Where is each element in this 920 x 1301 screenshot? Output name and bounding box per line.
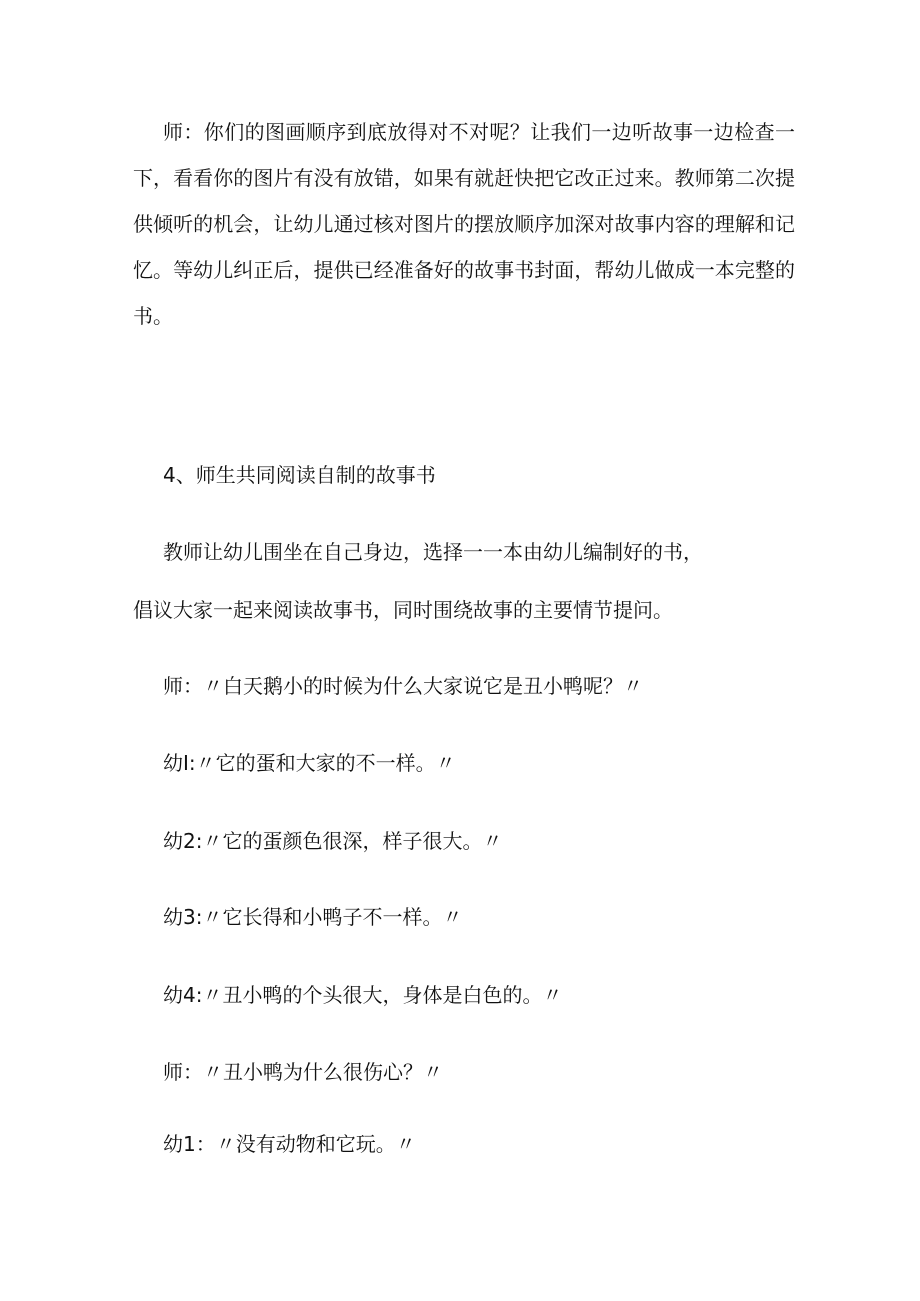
dialogue-line: 师：〃丑小鸭为什么很伤心？〃 [163,1060,443,1084]
dialogue-line: 幼2:〃它的蛋颜色很深，样子很大。〃 [163,829,503,853]
section-heading: 4、师生共同阅读自制的故事书 [163,463,436,487]
paragraph-teacher-check-order: 师：你们的图画顺序到底放得对不对呢？让我们一边听故事一边检查一下，看看你的图片有没有放错，如果有就赶快把它改正过来。教师第二次提供倾听的机会，让幼儿通过核对图片的摆放顺序加深对故事内容的理解和记忆。等幼儿纠正后，提供已经准备好的故事书封面，帮幼儿做成一本完整的书。 [133,120,795,328]
dialogue-line: 幼3:〃它长得和小鸭子不一样。〃 [163,905,463,929]
dialogue-line: 幼I:〃它的蛋和大家的不一样。〃 [163,751,456,775]
paragraph-reading-line-1: 教师让幼儿围坐在自己身边，选择一一本由幼儿编制好的书， [163,540,703,564]
dialogue-line: 幼1：〃没有动物和它玩。〃 [163,1132,416,1156]
paragraph-reading-line-2: 倡议大家一起来阅读故事书，同时围绕故事的主要情节提问。 [133,598,673,622]
dialogue-line: 师：〃白天鹅小的时候为什么大家说它是丑小鸭呢？〃 [163,674,643,698]
dialogue-line: 幼4:〃丑小鸭的个头很大，身体是白色的。〃 [163,983,563,1007]
